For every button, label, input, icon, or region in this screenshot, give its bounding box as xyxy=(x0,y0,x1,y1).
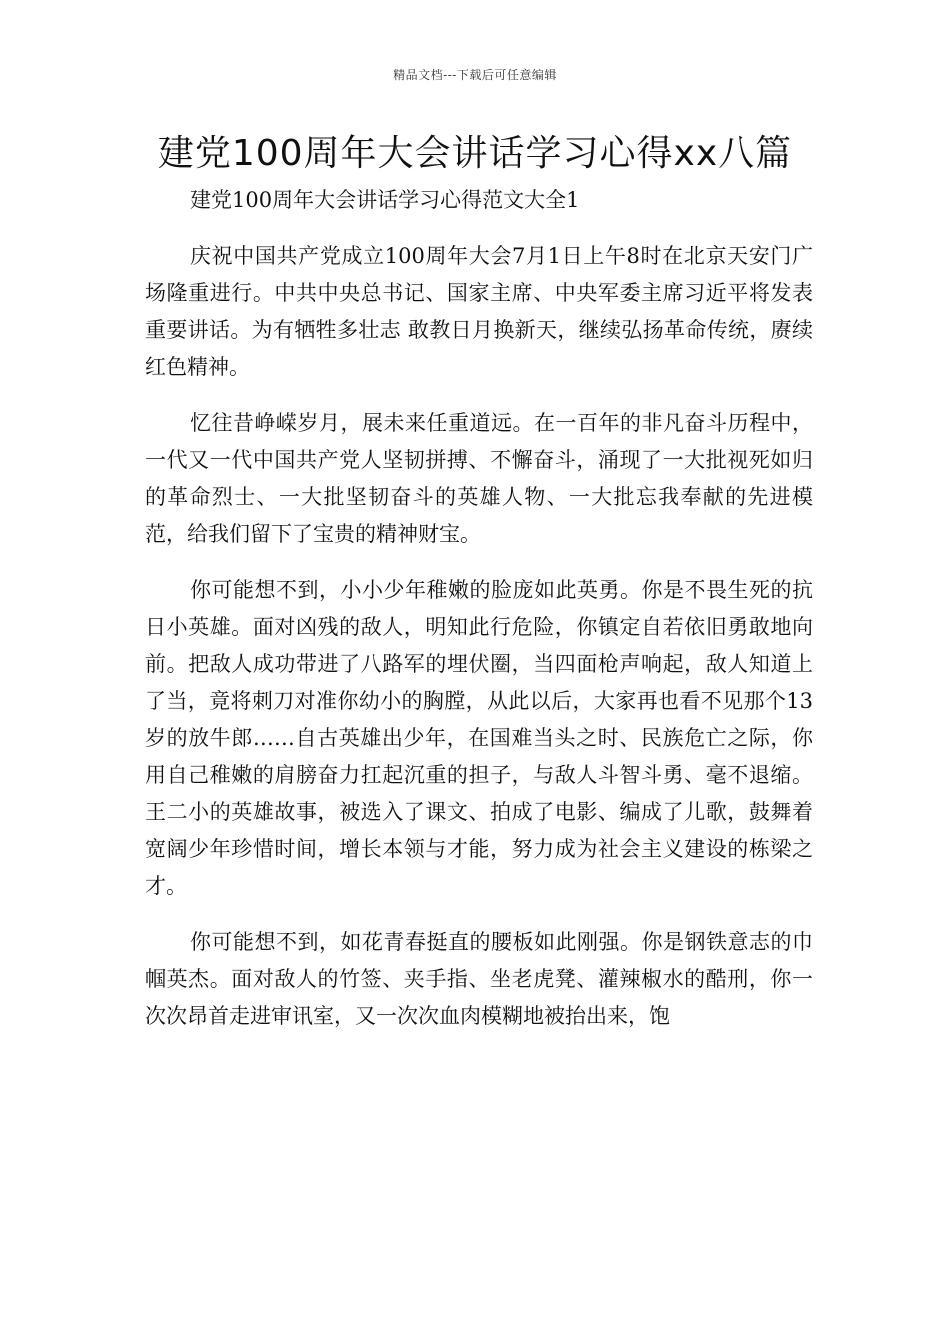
paragraph-4: 你可能想不到，如花青春挺直的腰板如此刚强。你是钢铁意志的巾帼英杰。面对敌人的竹签、夹手指、坐老虎凳、灌辣椒水的酷刑，你一次次昂首走进审讯室，又一次次血肉模糊地被抬出来，饱 xyxy=(145,930,813,1028)
header-note: 精品文档---下载后可任意编辑 xyxy=(393,68,557,82)
document-subtitle: 建党100周年大会讲话学习心得范文大全1 xyxy=(190,188,580,212)
paragraph-3: 你可能想不到，小小少年稚嫩的脸庞如此英勇。你是不畏生死的抗日小英雄。面对凶残的敌人，明知此行危险，你镇定自若依旧勇敢地向前。把敌人成功带进了八路军的埋伏圈，当四面枪声响起，敌人知道上了当，竟将刺刀对准你幼小的胸膛，从此以后，大家再也看不见那个13岁的放牛郎……自古英雄出少年，在国难当头之时、民族危亡之际，你用自己稚嫩的肩膀奋力扛起沉重的担子，与敌人斗智斗勇、毫不退缩。王二小的英雄故事，被选入了课文、拍成了电影、编成了儿歌，鼓舞着宽阔少年珍惜时间，增长本领与才能，努力成为社会主义建设的栋梁之才。 xyxy=(145,578,813,898)
paragraph-2: 忆往昔峥嵘岁月，展未来任重道远。在一百年的非凡奋斗历程中，一代又一代中国共产党人坚韧拼搏、不懈奋斗，涌现了一大批视死如归的革命烈士、一大批坚韧奋斗的英雄人物、一大批忘我奉献的先进模范，给我们留下了宝贵的精神财宝。 xyxy=(145,411,813,546)
document-title: 建党100周年大会讲话学习心得xx八篇 xyxy=(157,133,793,174)
document-body xyxy=(145,182,813,1054)
paragraph-1: 庆祝中国共产党成立100周年大会7月1日上午8时在北京天安门广场隆重进行。中共中央总书记、国家主席、中央军委主席习近平将发表重要讲话。为有牺牲多壮志 敢教日月换新天，继续弘扬革命传统，赓续红色精神。 xyxy=(145,244,813,379)
